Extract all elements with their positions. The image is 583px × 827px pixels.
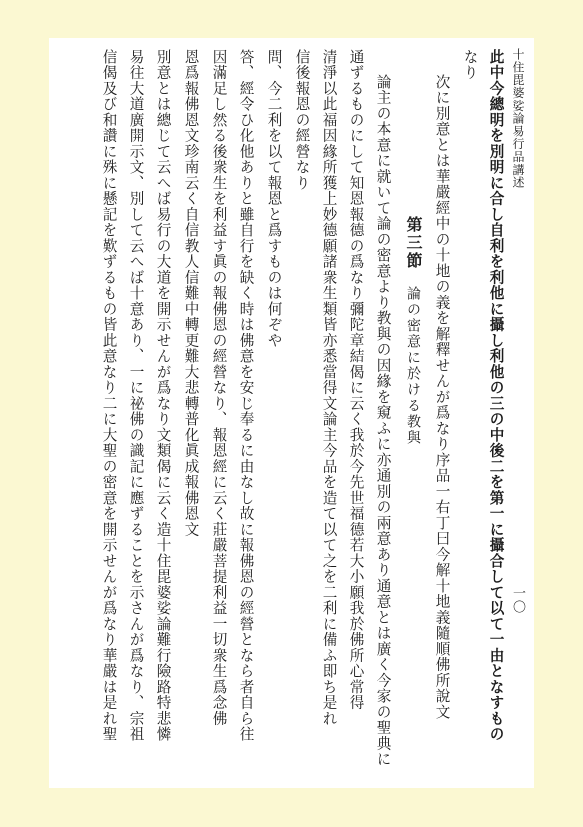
text-line-12: 別意とは總じて云へば易行の大道を開示せんが爲なり文類偈に云く造十住毘婆娑論難行險路特悲憐 bbox=[154, 49, 172, 742]
section-heading bbox=[405, 216, 421, 446]
section-title: 論の密意に於ける教與 bbox=[405, 286, 421, 446]
text-line-3: 次に別意とは華嚴經中の十地の義を解釋せんが爲なり序品一右丁曰今解十地義隨順佛所說文 bbox=[433, 74, 451, 720]
text-line-14: 信偈及び和讚に殊に懸記を歎ずるもの皆此意なり二に大聖の密意を開示せんが爲なり華嚴は是れ聖 bbox=[100, 49, 118, 742]
page-number: 一〇 bbox=[510, 586, 525, 614]
text-line-11: 恩爲報佛恩文珍南云く自信教人信難中轉更難大悲轉普化眞成報佛恩文 bbox=[182, 49, 200, 538]
text-line-7: 信後報恩の經營なり bbox=[293, 49, 311, 191]
text-line-8: 問、今二利を以て報恩と爲すものは何ぞや bbox=[265, 49, 283, 349]
running-title: 十住毘婆娑論易行品講述 bbox=[511, 48, 525, 189]
text-line-2: なり bbox=[461, 49, 479, 81]
section-spacer bbox=[405, 270, 421, 286]
text-line-4: 論主の本意に就いて論の密意より教與の因緣を窺ふに亦通別の兩意あり通意とは廣く今家の聖典に bbox=[374, 74, 392, 767]
section-number: 第三節 bbox=[404, 216, 423, 270]
text-line-6: 清淨以此福因緣所獲上妙德願諸衆生類皆亦悉當得文論主今品を造て以て之を二利に備ふ即ち是れ bbox=[320, 49, 338, 727]
text-line-1: 此中今總明を別明に合し自利を利他に攝し利他の三の中後二を第一に攝合して以て一由となすもの bbox=[487, 49, 505, 742]
text-line-13: 易往大道廣開示文、別して云へば十意あり、一に祕佛の識記に應ずることを示さんが爲なり、宗祖 bbox=[127, 49, 145, 742]
text-line-5: 通ずるものにして知恩報德の爲なり彌陀章結偈に云く我於今先世福德若大小願我於佛所心常得 bbox=[347, 49, 365, 711]
book-page bbox=[49, 38, 534, 788]
text-line-10: 因滿足し然る後衆生を利益す眞の報佛恩の經營なり、報恩經に云く莊嚴菩提利益一切衆生爲念佛 bbox=[210, 49, 228, 727]
text-line-9: 答、經令ひ化他ありと雖自行を缺く時は佛意を安じ奉るに由なし故に報佛恩の經營となら者自ら往 bbox=[237, 49, 255, 742]
